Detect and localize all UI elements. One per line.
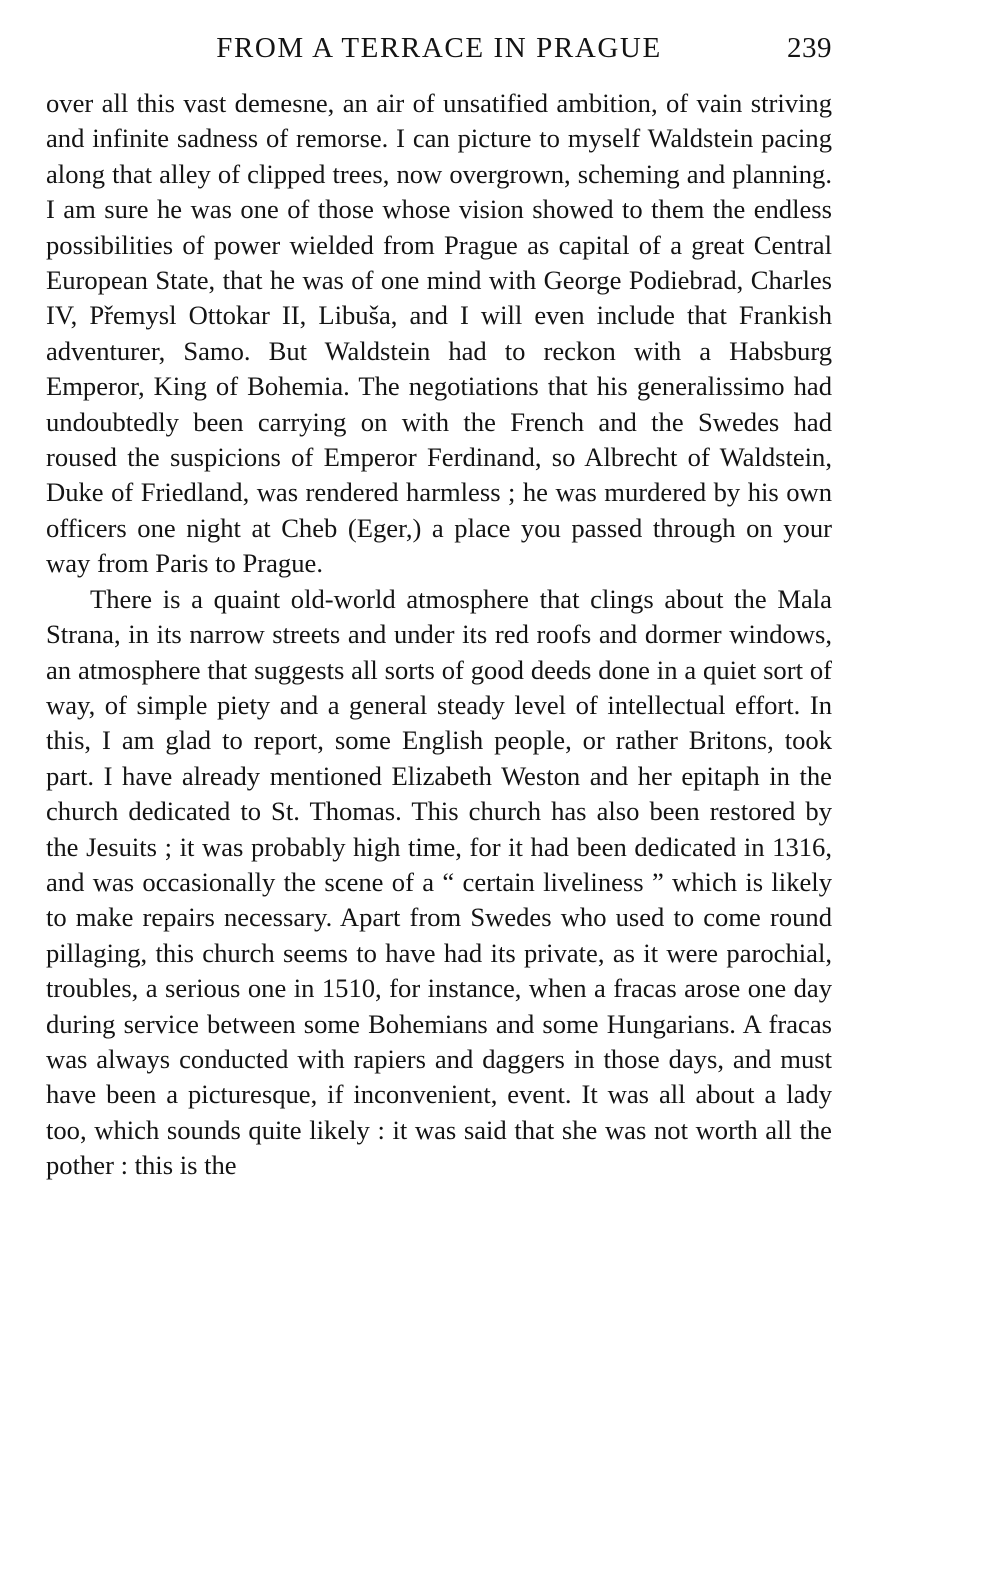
running-header (46, 28, 832, 78)
paragraph: over all this vast demesne, an air of unsatified ambition, of vain striving and infinite sadness of remorse. I can picture to myself Waldstein pacing along that alley of clipped trees, now overgrown, scheming and planning. I am sure he was one of those whose vision showed to them the endless possibilities of power wielded from Prague as capital of a great Central European State, that he was of one mind with George Podiebrad, Charles IV, Přemysl Ottokar II, Libuša, and I will even include that Frankish adventurer, Samo. But Waldstein had to reckon with a Habsburg Emperor, King of Bohemia. The negotiations that his generalissimo had undoubtedly been carrying on with the French and the Swedes had roused the suspicions of Emperor Ferdinand, so Albrecht of Waldstein, Duke of Friedland, was rendered harmless ; he was murdered by his own officers one night at Cheb (Eger,) a place you passed through on your way from Paris to Prague. (46, 88, 832, 579)
page-number: 239 (787, 32, 832, 64)
paragraph: There is a quaint old-world atmosphere that clings about the Mala Strana, in its narrow streets and under its red roofs and dormer windows, an atmosphere that suggests all sorts of good deeds done in a quiet sort of way, of simple piety and a general steady level of intellectual effort. In this, I am glad to report, some English people, or rather Britons, took part. I have already mentioned Elizabeth Weston and her epitaph in the church dedicated to St. Thomas. This church has also been restored by the Jesuits ; it was probably high time, for it had been dedicated in 1316, and was occasionally the scene of a “ certain liveliness ” which is likely to make repairs necessary. Apart from Swedes who used to come round pillaging, this church seems to have had its private, as it were parochial, troubles, a serious one in 1510, for instance, when a fracas arose one day during service between some Bohemians and some Hungarians. A fracas was always conducted with rapiers and daggers in those days, and must have been a picturesque, if inconvenient, event. It was all about a lady too, which sounds quite likely : it was said that she was not worth all the pother : this is the (46, 583, 832, 1181)
chapter-title: FROM A TERRACE IN PRAGUE (216, 32, 662, 64)
body-text (46, 86, 832, 1184)
book-page (46, 28, 832, 1184)
